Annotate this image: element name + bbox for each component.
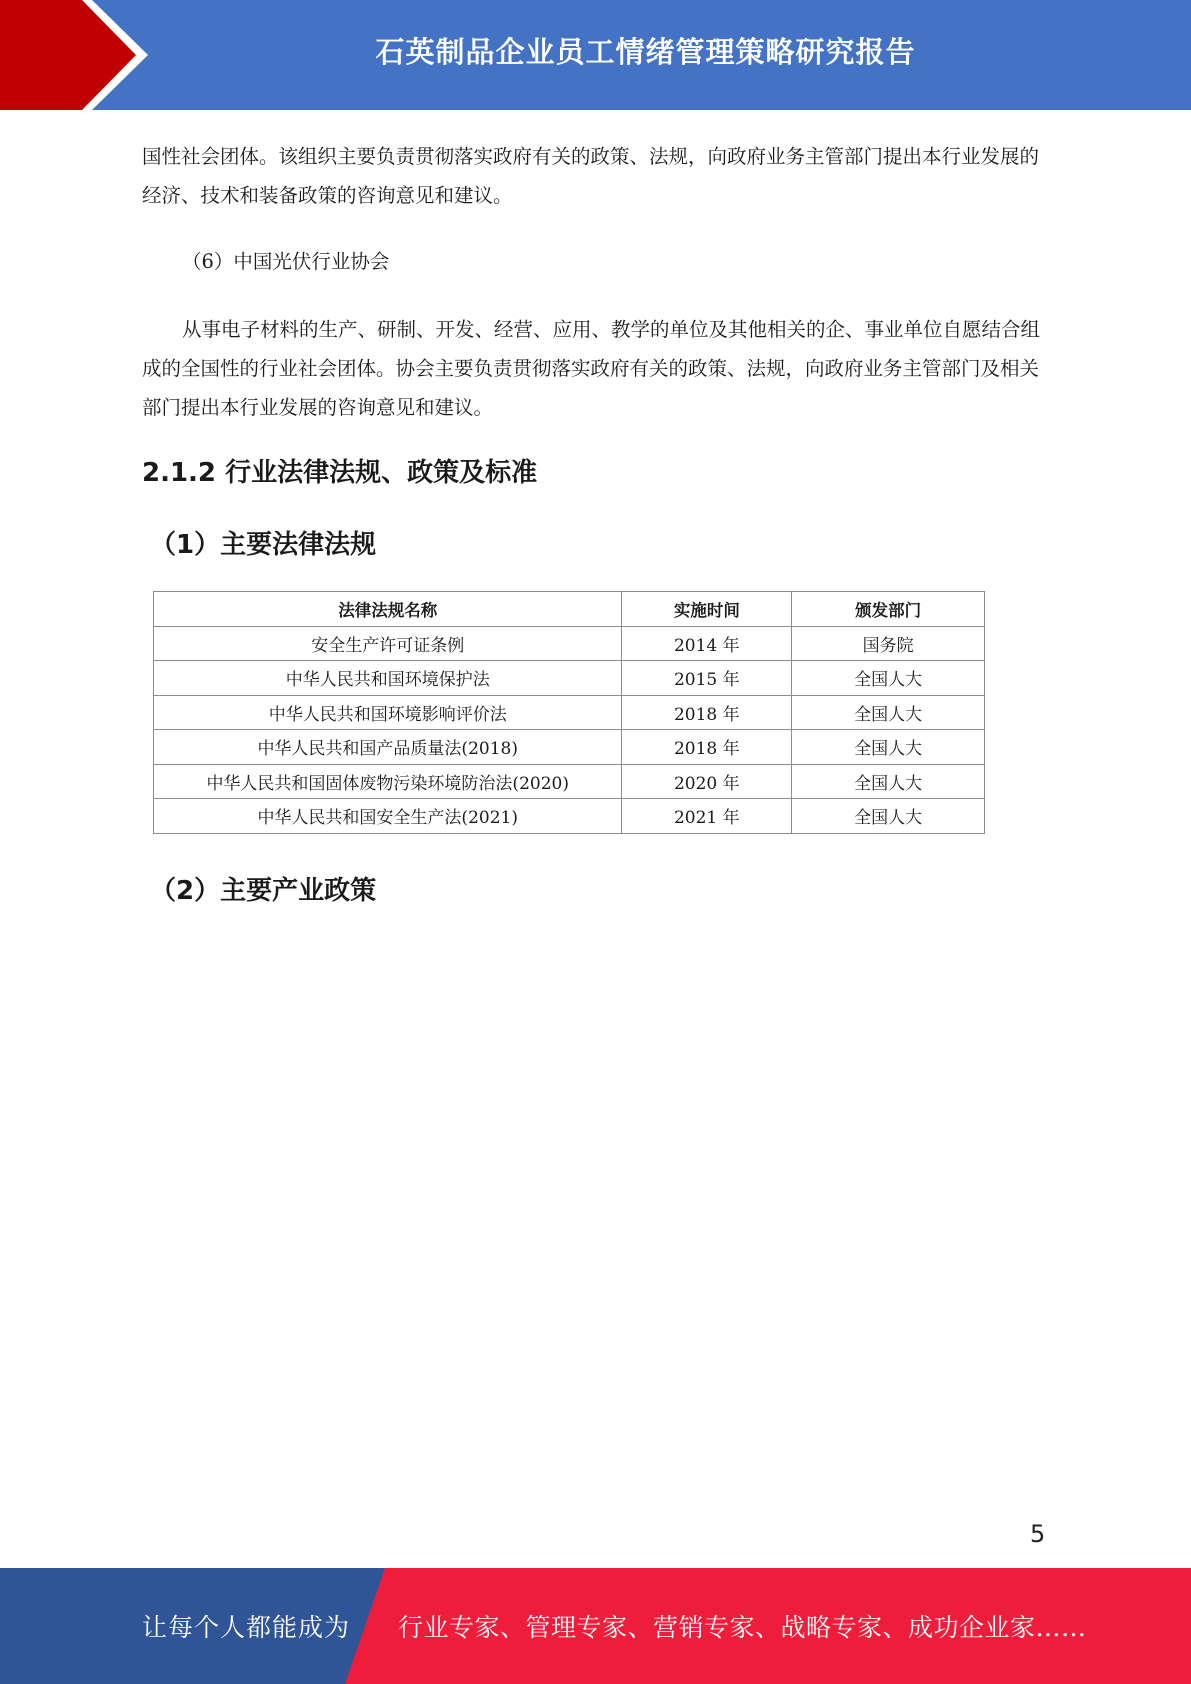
table-row	[154, 799, 985, 834]
footer-slogan-right: 行业专家、管理专家、营销专家、战略专家、成功企业家……	[398, 1613, 1087, 1642]
subheading-laws: （1）主要法律法规	[150, 530, 377, 560]
section-heading: 2.1.2 行业法律法规、政策及标准	[142, 458, 538, 488]
cell-department: 全国人大	[792, 764, 985, 799]
cell-date: 2021 年	[622, 799, 792, 834]
cell-date: 2018 年	[622, 695, 792, 730]
table-row	[154, 626, 985, 661]
cell-law-name: 中华人民共和国环境影响评价法	[154, 695, 622, 730]
cell-department: 国务院	[792, 626, 985, 661]
header-chevron-graphic	[0, 0, 160, 110]
cell-law-name: 安全生产许可证条例	[154, 626, 622, 661]
table-row	[154, 764, 985, 799]
footer-slogan-left: 让每个人都能成为	[142, 1613, 351, 1642]
cell-law-name: 中华人民共和国安全生产法(2021)	[154, 799, 622, 834]
laws-table	[153, 591, 985, 834]
table-row	[154, 730, 985, 765]
page-number: 5	[1030, 1520, 1046, 1548]
subheading-policies: （2）主要产业政策	[150, 876, 377, 906]
cell-law-name: 中华人民共和国固体废物污染环境防治法(2020)	[154, 764, 622, 799]
column-header-date: 实施时间	[622, 592, 792, 627]
list-item-6: （6）中国光伏行业协会	[182, 250, 390, 273]
cell-law-name: 中华人民共和国产品质量法(2018)	[154, 730, 622, 765]
table-row	[154, 661, 985, 696]
cell-date: 2015 年	[622, 661, 792, 696]
cell-department: 全国人大	[792, 799, 985, 834]
paragraph-continued: 国性社会团体。该组织主要负责贯彻落实政府有关的政策、法规，向政府业务主管部门提出本行业发展的经济、技术和装备政策的咨询意见和建议。	[142, 145, 1040, 207]
cell-date: 2014 年	[622, 626, 792, 661]
paragraph-association: 从事电子材料的生产、研制、开发、经营、应用、教学的单位及其他相关的企、事业单位自愿结合组成的全国性的行业社会团体。协会主要负责贯彻落实政府有关的政策、法规，向政府业务主管部门及相关部门提出本行业发展的咨询意见和建议。	[142, 318, 1041, 419]
cell-department: 全国人大	[792, 661, 985, 696]
column-header-name: 法律法规名称	[154, 592, 622, 627]
cell-date: 2018 年	[622, 730, 792, 765]
column-header-department: 颁发部门	[792, 592, 985, 627]
cell-law-name: 中华人民共和国环境保护法	[154, 661, 622, 696]
cell-department: 全国人大	[792, 695, 985, 730]
table-header-row	[154, 592, 985, 627]
table-row	[154, 695, 985, 730]
cell-department: 全国人大	[792, 730, 985, 765]
page-header-title: 石英制品企业员工情绪管理策略研究报告	[375, 34, 916, 69]
cell-date: 2020 年	[622, 764, 792, 799]
